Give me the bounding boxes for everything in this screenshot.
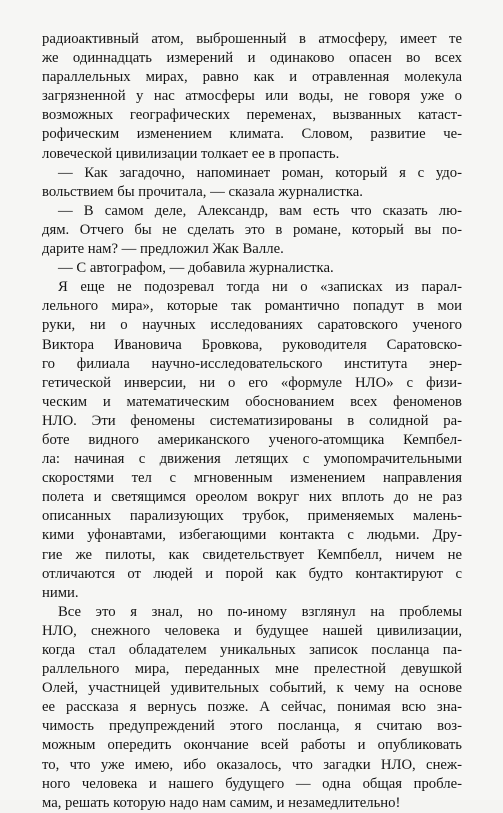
text-line: Я еще не подозревал тогда ни о «записках из парал- (58, 279, 462, 296)
text-line: то, что уже имею, ибо оказалось, что загадки НЛО, снеж- (42, 756, 462, 773)
paragraph (42, 202, 462, 259)
text-line: НЛО, снежного человека и будущее нашей цивилизации, (42, 622, 462, 639)
text-line: го филиала научно-исследовательского института энер- (42, 355, 462, 372)
text-line: гие же пилоты, как свидетельствует Кемпбелл, ничем не (42, 546, 462, 563)
text-line: раллельного мира, переданных мне прелестной девушкой (42, 661, 462, 678)
text-line: чимость предупреждений этого посланца, я считаю воз- (42, 718, 462, 735)
text-line: же одиннадцать измерений и одинаково опасен во всех (42, 50, 462, 67)
page-text (42, 30, 462, 813)
text-line: возможных географических переменах, вызванных катаст- (42, 107, 462, 124)
text-line: гетической инверсии, ни о его «формуле НЛО» с физи- (42, 374, 462, 391)
text-line: Олей, участницей удивительных событий, к чему на основе (42, 680, 462, 697)
text-line: вольствием бы прочитала, — сказала журналистка. (42, 183, 363, 200)
text-line: параллельных мирах, равно как и отравленная молекула (42, 69, 462, 86)
text-line: лельного мира», которые так романтично попадут в мои (42, 298, 462, 315)
text-line: ного человека и нашего будущего — одна общая пробле- (42, 775, 462, 792)
text-line: когда стал обладателем уникальных записок посланца па- (42, 642, 462, 658)
text-line: отличаются от людей и порой как будто контактируют с (42, 565, 462, 582)
text-line: радиоактивный атом, выброшенный в атмосферу, имеет те (42, 31, 462, 47)
text-line: Виктора Ивановича Бровкова, руководителя Саратовско- (42, 336, 462, 353)
paragraph (42, 278, 462, 603)
paragraph (42, 164, 462, 202)
text-line: полета и светящимся ореолом вокруг них вплоть до не раз (42, 489, 462, 506)
text-line: ее рассказа я вернусь позже. А сейчас, понимая всю зна- (42, 699, 462, 716)
text-line: можным опередить окончание всей работы и опубликовать (42, 737, 462, 754)
text-line: ловеческой цивилизации толкает ее в пропасть. (42, 145, 340, 162)
text-line: — С автографом, — добавила журналистка. (58, 260, 334, 277)
paragraph (42, 30, 462, 164)
text-line: НЛО. Эти феномены систематизированы в солидной ра- (42, 412, 462, 429)
text-line: описанных парализующих трубок, применяемых малень- (42, 508, 462, 525)
text-line: загрязненной у нас атмосферы или воды, не говоря уже о (42, 88, 462, 105)
text-line: ческим и математическим обоснованием всех феноменов (42, 393, 462, 410)
text-line: ма, решать которую надо нам самим, и незамедлительно! (42, 794, 401, 811)
text-line: дям. Отчего бы не сделать это в романе, который вы по- (42, 221, 462, 238)
text-line: Все это я знал, но по-иному взглянул на проблемы (58, 603, 462, 620)
text-line: боте видного американского ученого-атомщика Кемпбел- (42, 431, 462, 448)
text-line: рофическим изменением климата. Словом, развитие че- (42, 126, 462, 143)
text-line: руки, ни о научных исследованиях саратовского ученого (42, 317, 462, 334)
paragraph (42, 259, 462, 278)
text-line: скоростями тел с мгновенным изменением направления (42, 470, 462, 487)
text-line: — Как загадочно, напоминает роман, который я с удо- (58, 164, 462, 181)
paragraph (42, 603, 462, 813)
text-line: — В самом деле, Александр, вам есть что сказать лю- (58, 202, 462, 219)
text-line: дарите нам? — предложил Жак Валле. (42, 241, 284, 258)
text-line: кими уфонавтами, избегающими контакта с людьми. Дру- (42, 527, 462, 544)
text-line: ними. (42, 584, 79, 601)
text-line: ла: начиная с движения летящих с умопомрачительными (42, 451, 462, 468)
